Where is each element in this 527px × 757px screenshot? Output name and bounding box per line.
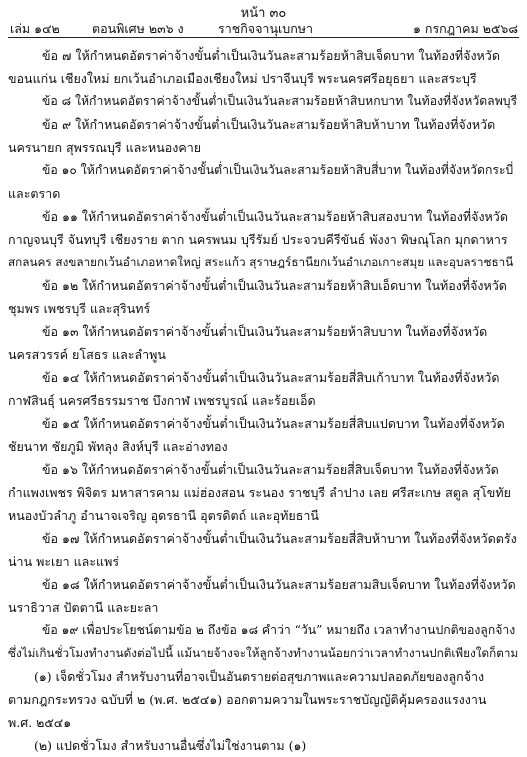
text-line: (๑) เจ็ดชั่วโมง สำหรับงานที่อาจเป็นอันตรายต่อสุขภาพและความปลอดภัยของลูกจ้าง (34, 669, 485, 684)
page-number: หน้า ๓๐ (240, 6, 287, 21)
text-line: ข้อ ๑๗ ให้กำหนดอัตราค่าจ้างขั้นต่ำเป็นเงินวันละสามร้อยสี่สิบห้าบาท ในท้องที่จังหวัดตรัง (42, 531, 517, 546)
document-body (8, 44, 520, 757)
issue-date: ๑ กรกฎาคม ๒๕๖๘ (412, 21, 518, 36)
text-line: นครสวรรค์ ยโสธร และลำพูน (8, 347, 166, 362)
text-line: ตามกฎกระทรวง ฉบับที่ ๒ (พ.ศ. ๒๕๔๑) ออกตามความในพระราชบัญญัติคุ้มครองแรงงาน (8, 692, 487, 707)
text-line: นราธิวาส ปัตตานี และยะลา (8, 600, 159, 615)
text-line: ชัยนาท ชัยภูมิ พัทลุง สิงห์บุรี และอ่างทอง (8, 439, 228, 454)
text-line: ข้อ ๑๑ ให้กำหนดอัตราค่าจ้างขั้นต่ำเป็นเงินวันละสามร้อยห้าสิบสองบาท ในท้องที่จังหวัด (42, 209, 508, 224)
text-line: พ.ศ. ๒๕๔๑ (8, 715, 72, 730)
text-line: ชุมพร เพชรบุรี และสุรินทร์ (8, 301, 151, 316)
text-line: ข้อ ๑๖ ให้กำหนดอัตราค่าจ้างขั้นต่ำเป็นเงินวันละสามร้อยสี่สิบเจ็ดบาท ในท้องที่จังหวัด (42, 462, 499, 477)
text-line: ข้อ ๗ ให้กำหนดอัตราค่าจ้างขั้นต่ำเป็นเงินวันละสามร้อยห้าสิบเจ็ดบาท ในท้องที่จังหวัด (42, 48, 500, 63)
header-divider (8, 37, 519, 38)
text-line: ข้อ ๑๕ ให้กำหนดอัตราค่าจ้างขั้นต่ำเป็นเงินวันละสามร้อยสี่สิบแปดบาท ในท้องที่จังหวัด (42, 416, 505, 431)
text-line: ขอนแก่น เชียงใหม่ ยกเว้นอำเภอเมืองเชียงใหม่ ปราจีนบุรี พระนครศรีอยุธยา และสระบุรี (8, 71, 477, 86)
text-line: และตราด (8, 186, 61, 201)
volume-label: เล่ม ๑๔๒ (10, 21, 60, 36)
text-line: ข้อ ๑๐ ให้กำหนดอัตราค่าจ้างขั้นต่ำเป็นเงินวันละสามร้อยห้าสิบสี่บาท ในท้องที่จังหวัดกระบี่ (42, 163, 514, 177)
gazette-header (0, 19, 527, 35)
issue-label: ตอนพิเศษ ๒๓๖ ง (92, 21, 184, 36)
text-line: นครนายก สุพรรณบุรี และหนองคาย (8, 140, 202, 155)
text-line: ข้อ ๑๘ ให้กำหนดอัตราค่าจ้างขั้นต่ำเป็นเงินวันละสามร้อยสามสิบเจ็ดบาท ในท้องที่จังหวัด (42, 577, 516, 592)
text-line: (๒) แปดชั่วโมง สำหรับงานอื่นซึ่งไม่ใช่งานตาม (๑) (34, 738, 307, 753)
text-line: กาฬสินธุ์ นครศรีธรรมราช บึงกาฬ เพชรบูรณ์ และร้อยเอ็ด (8, 393, 316, 408)
text-line: ข้อ ๘ ให้กำหนดอัตราค่าจ้างขั้นต่ำเป็นเงินวันละสามร้อยห้าสิบหกบาท ในท้องที่จังหวัดลพบุรี (42, 94, 518, 108)
text-line: กำแพงเพชร พิจิตร มหาสารคาม แม่ฮ่องสอน ระนอง ราชบุรี ลำปาง เลย ศรีสะเกษ สตูล สุโขทัย (8, 485, 511, 500)
gazette-title: ราชกิจจานุเบกษา (218, 21, 314, 36)
text-line: น่าน พะเยา และแพร่ (8, 554, 120, 569)
text-line: ซึ่งไม่เกินชั่วโมงทำงานดังต่อไปนี้ แม้นายจ้างจะให้ลูกจ้างทำงานน้อยกว่าเวลาทำงานปกติเพียงใดก็ตาม (8, 646, 519, 660)
text-line: หนองบัวลำภู อำนาจเจริญ อุดรธานี อุตรดิตถ์ และอุทัยธานี (8, 508, 319, 523)
text-line: สกลนคร สงขลายกเว้นอำเภอหาดใหญ่ สระแก้ว สุราษฎร์ธานียกเว้นอำเภอเกาะสมุย และอุบลราชธานี (8, 255, 514, 269)
text-line: ข้อ ๙ ให้กำหนดอัตราค่าจ้างขั้นต่ำเป็นเงินวันละสามร้อยห้าสิบห้าบาท ในท้องที่จังหวัด (42, 117, 496, 132)
text-line: กาญจนบุรี จันทบุรี เชียงราย ตาก นครพนม บุรีรัมย์ ประจวบคีรีขันธ์ พังงา พิษณุโลก มุกดาหาร (8, 232, 508, 247)
text-line: ข้อ ๑๒ ให้กำหนดอัตราค่าจ้างขั้นต่ำเป็นเงินวันละสามร้อยห้าสิบเอ็ดบาท ในท้องที่จังหวัด (42, 278, 507, 293)
text-line: ข้อ ๑๙ เพื่อประโยชน์ตามข้อ ๒ ถึงข้อ ๑๘ คำว่า “วัน” หมายถึง เวลาทำงานปกติของลูกจ้าง (42, 623, 516, 637)
text-line: ข้อ ๑๓ ให้กำหนดอัตราค่าจ้างขั้นต่ำเป็นเงินวันละสามร้อยห้าสิบบาท ในท้องที่จังหวัด (42, 324, 488, 339)
text-line: ข้อ ๑๔ ให้กำหนดอัตราค่าจ้างขั้นต่ำเป็นเงินวันละสามร้อยสี่สิบเก้าบาท ในท้องที่จังหวัด (42, 370, 500, 385)
